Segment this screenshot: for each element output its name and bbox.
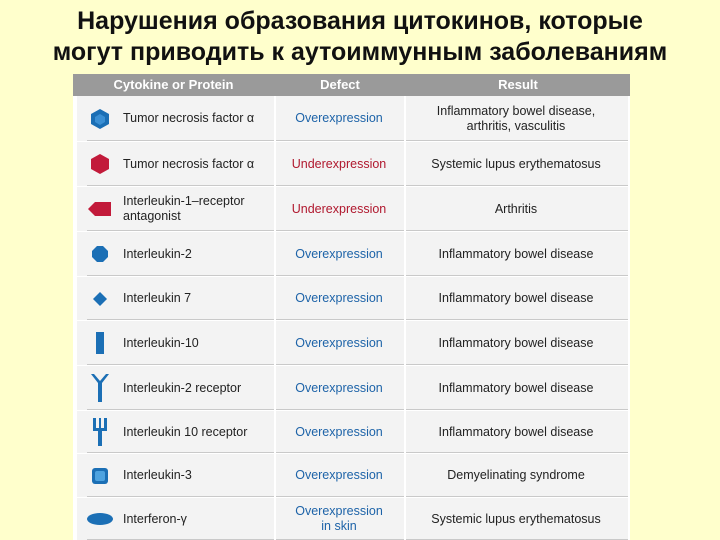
cytokine-name: Interleukin-3 <box>123 468 192 482</box>
result-label: Inflammatory bowel disease, arthritis, vasculitis <box>436 103 596 133</box>
table-row <box>73 321 630 365</box>
cytokine-name: Interleukin 10 receptor <box>123 424 248 439</box>
table-row <box>73 232 630 276</box>
defect-label: Underexpression <box>291 156 387 171</box>
cytokine-name: Tumor necrosis factor α <box>123 111 255 125</box>
y-receptor-blue-icon <box>85 366 115 410</box>
slide-title-line2: могут приводить к аутоиммунным заболеваниям <box>52 38 668 66</box>
defect-label: Overexpression <box>295 380 383 395</box>
defect-label: Overexpression <box>295 291 383 305</box>
header-defect: Defect <box>320 77 360 92</box>
defect-label: Overexpression <box>295 111 383 125</box>
result-label: Inflammatory bowel disease <box>438 335 594 350</box>
table-row <box>73 96 630 141</box>
square-blue-icon <box>85 454 115 497</box>
table-row <box>73 454 630 497</box>
hexagon-blue-icon <box>85 96 115 141</box>
table-row <box>73 366 630 410</box>
table-row <box>73 142 630 186</box>
octagon-blue-icon <box>85 232 115 276</box>
cytokine-name: Interleukin 7 <box>123 291 192 305</box>
cytokine-name: Interferon-γ <box>123 511 187 526</box>
defect-label: Overexpression <box>295 246 383 261</box>
defect-label: Underexpression <box>291 201 387 216</box>
result-label: Inflammatory bowel disease <box>438 380 594 395</box>
result-label: Systemic lupus erythematosus <box>431 511 601 526</box>
diamond-blue-icon <box>85 277 115 320</box>
cytokine-name: Interleukin-2 <box>123 246 192 261</box>
pentagon-red-icon <box>85 187 115 231</box>
defect-label: Overexpression <box>295 335 383 350</box>
cytokine-defect-table <box>73 74 630 540</box>
hexagon-red-icon <box>85 142 115 186</box>
cytokine-name: Tumor necrosis factor α <box>123 156 255 171</box>
u-receptor-blue-icon <box>85 411 115 453</box>
table-row <box>73 187 630 231</box>
table-row <box>73 411 630 453</box>
result-label: Arthritis <box>494 201 538 216</box>
defect-label: Overexpression <box>295 468 383 482</box>
cytokine-name: Interleukin-10 <box>123 335 199 350</box>
table-row <box>73 277 630 320</box>
ellipse-blue-icon <box>85 498 115 540</box>
result-label: Systemic lupus erythematosus <box>431 156 601 171</box>
cytokine-name: Interleukin-1–receptor antagonist <box>123 194 245 223</box>
result-label: Demyelinating syndrome <box>447 468 585 482</box>
result-label: Inflammatory bowel disease <box>438 246 594 261</box>
slide-title <box>0 6 720 68</box>
slide-title-line1: Нарушения образования цитокинов, которые <box>77 7 643 35</box>
table-row <box>73 498 630 540</box>
defect-label: Overexpression <box>295 424 383 439</box>
result-label: Inflammatory bowel disease <box>438 424 594 439</box>
table-header <box>73 74 630 96</box>
cytokine-name: Interleukin-2 receptor <box>123 380 242 395</box>
result-label: Inflammatory bowel disease <box>438 291 594 305</box>
header-cytokine: Cytokine or Protein <box>113 77 234 92</box>
defect-label: Overexpression in skin <box>295 504 383 533</box>
header-result: Result <box>498 77 538 92</box>
bar-blue-icon <box>85 321 115 365</box>
